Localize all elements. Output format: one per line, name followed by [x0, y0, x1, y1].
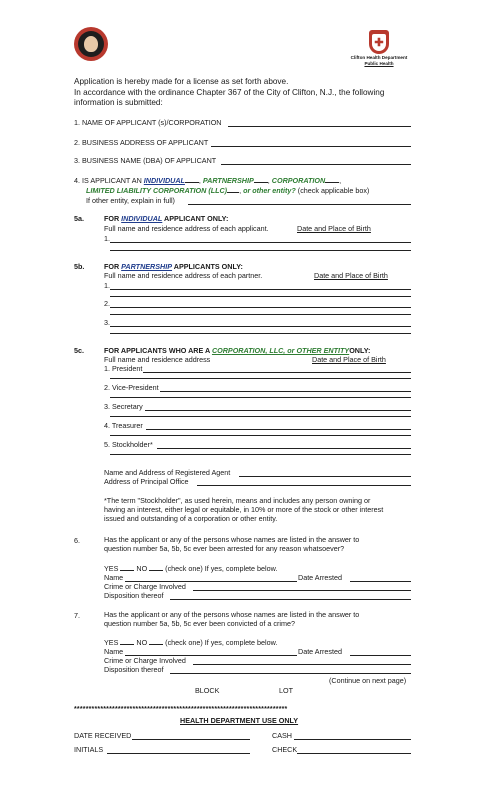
q6-question: Has the applicant or any of the persons whose names are listed in the answer to question number 5a, 5b, 5c ever been arrested for any reason whatsoever? [104, 535, 360, 554]
q6-yes-no: YES NO (check one) If yes, complete below. [104, 564, 278, 573]
q5b-field-3[interactable] [110, 326, 411, 327]
q4-question: 4. IS APPLICANT AN INDIVIDUAL , PARTNERSHIP , CORPORATION , [74, 176, 342, 185]
vice-president-label: 2. Vice-President [104, 383, 159, 392]
initials-field[interactable] [107, 753, 250, 754]
stockholder-field-b[interactable] [110, 454, 411, 455]
q5b-subtitle: Full name and residence address of each partner. [104, 271, 263, 280]
cash-label: CASH [272, 731, 292, 740]
q7-yes-no: YES NO (check one) If yes, complete below. [104, 638, 278, 647]
health-dept-shield-icon: ✚ [369, 30, 389, 54]
treasurer-label: 4. Treasurer [104, 421, 143, 430]
secretary-field-b[interactable] [110, 416, 411, 417]
q6-crime-label: Crime or Charge Involved [104, 582, 186, 591]
check-field[interactable] [297, 753, 411, 754]
q5c-number: 5c. [74, 346, 84, 355]
q5c-title: FOR APPLICANTS WHO ARE A CORPORATION, LLC, or OTHER ENTITYONLY: [104, 346, 371, 355]
treasurer-field[interactable] [146, 429, 411, 430]
q7-date-label: Date Arrested [298, 647, 342, 656]
q5a-title: FOR INDIVIDUAL APPLICANT ONLY: [104, 214, 229, 223]
q5a-subtitle: Full name and residence address of each applicant. [104, 224, 269, 233]
q1-label: 1. NAME OF APPLICANT (s)/CORPORATION [74, 118, 222, 127]
q4-question-cont: LIMITED LIABILITY CORPORATION (LLC) , or other entity? (check applicable box) [86, 186, 370, 195]
continue-note: (Continue on next page) [329, 676, 407, 685]
stockholder-field[interactable] [157, 448, 411, 449]
q5a-field-1[interactable] [110, 242, 411, 243]
secretary-label: 3. Secretary [104, 402, 143, 411]
q5b-title: FOR PARTNERSHIP APPLICANTS ONLY: [104, 262, 243, 271]
vice-president-field-b[interactable] [110, 397, 411, 398]
registered-agent-label: Name and Address of Registered Agent [104, 468, 231, 477]
city-seal-logo [74, 27, 108, 61]
q6-date-field[interactable] [350, 581, 411, 582]
q5b-field-2[interactable] [110, 307, 411, 308]
q5a-number: 5a. [74, 214, 84, 223]
q5a-item-1: 1. [104, 234, 110, 243]
q5b-item-2: 2. [104, 299, 110, 308]
principal-office-field[interactable] [197, 485, 411, 486]
separator-stars: ************************************************************************* [74, 706, 288, 713]
q5b-field-2b[interactable] [110, 314, 411, 315]
q5b-field-1b[interactable] [110, 296, 411, 297]
initials-label: INITIALS [74, 745, 104, 754]
president-label: 1. President [104, 364, 143, 373]
check-label: CHECK [272, 745, 298, 754]
secretary-field[interactable] [145, 410, 411, 411]
date-received-label: DATE RECEIVED [74, 731, 132, 740]
q2-field[interactable] [211, 146, 411, 147]
q7-date-field[interactable] [350, 655, 411, 656]
president-field[interactable] [143, 372, 411, 373]
block-label: BLOCK [195, 686, 220, 695]
q6-date-label: Date Arrested [298, 573, 342, 582]
health-use-title: HEALTH DEPARTMENT USE ONLY [180, 716, 299, 725]
q4-explain: If other entity, explain in full) [86, 196, 175, 205]
stockholder-note: *The term "Stockholder", as used herein, means and includes any person owning or having an interest, either legal or equitable, in 10% or more of the stock or other interest issued and outstanding of a corporation or other entity. [104, 496, 384, 524]
health-dept-title: Clifton Health Department Public Health [350, 55, 408, 66]
q3-label: 3. BUSINESS NAME (DBA) OF APPLICANT [74, 156, 217, 165]
q7-name-label: Name [104, 647, 124, 656]
q4-explain-field[interactable] [188, 204, 411, 205]
q2-label: 2. BUSINESS ADDRESS OF APPLICANT [74, 138, 209, 147]
q7-crime-label: Crime or Charge Involved [104, 656, 186, 665]
q7-number: 7. [74, 611, 80, 620]
q6-name-label: Name [104, 573, 124, 582]
q6-yes-field[interactable] [120, 570, 134, 571]
q1-field[interactable] [228, 126, 411, 127]
q5c-subtitle: Full name and residence address [104, 355, 211, 364]
registered-agent-field[interactable] [239, 476, 411, 477]
q5b-item-3: 3. [104, 318, 110, 327]
q6-crime-field[interactable] [193, 590, 411, 591]
q6-number: 6. [74, 536, 80, 545]
q7-disposition-label: Disposition thereof [104, 665, 164, 674]
q5b-item-1: 1. [104, 281, 110, 290]
q5b-field-1[interactable] [110, 289, 411, 290]
treasurer-field-b[interactable] [110, 435, 411, 436]
q3-field[interactable] [221, 164, 411, 165]
cash-field[interactable] [294, 739, 411, 740]
q5a-date-header: Date and Place of Birth [297, 224, 371, 233]
q5b-number: 5b. [74, 262, 85, 271]
q5b-field-3b[interactable] [110, 333, 411, 334]
intro-text: Application is hereby made for a license as set forth above. In accordance with the ordinance Chapter 367 of the City of Clifton, N.J., the following information is submitted: [74, 77, 385, 107]
principal-office-label: Address of Principal Office [104, 477, 189, 486]
lot-label: LOT [279, 686, 293, 695]
q5a-field-1b[interactable] [110, 250, 411, 251]
q7-yes-field[interactable] [120, 644, 134, 645]
q6-disposition-label: Disposition thereof [104, 591, 164, 600]
q5b-date-header: Date and Place of Birth [314, 271, 388, 280]
q6-no-field[interactable] [149, 570, 163, 571]
vice-president-field[interactable] [160, 391, 411, 392]
president-field-b[interactable] [110, 378, 411, 379]
stockholder-label: 5. Stockholder* [104, 440, 153, 449]
date-received-field[interactable] [132, 739, 250, 740]
q7-crime-field[interactable] [193, 664, 411, 665]
q6-disposition-field[interactable] [170, 599, 411, 600]
q5c-date-header: Date and Place of Birth [312, 355, 386, 364]
q7-disposition-field[interactable] [170, 673, 411, 674]
q7-question: Has the applicant or any of the persons whose names are listed in the answer to question number 5a, 5b, 5c ever been convicted of a crime? [104, 610, 360, 629]
q7-no-field[interactable] [149, 644, 163, 645]
